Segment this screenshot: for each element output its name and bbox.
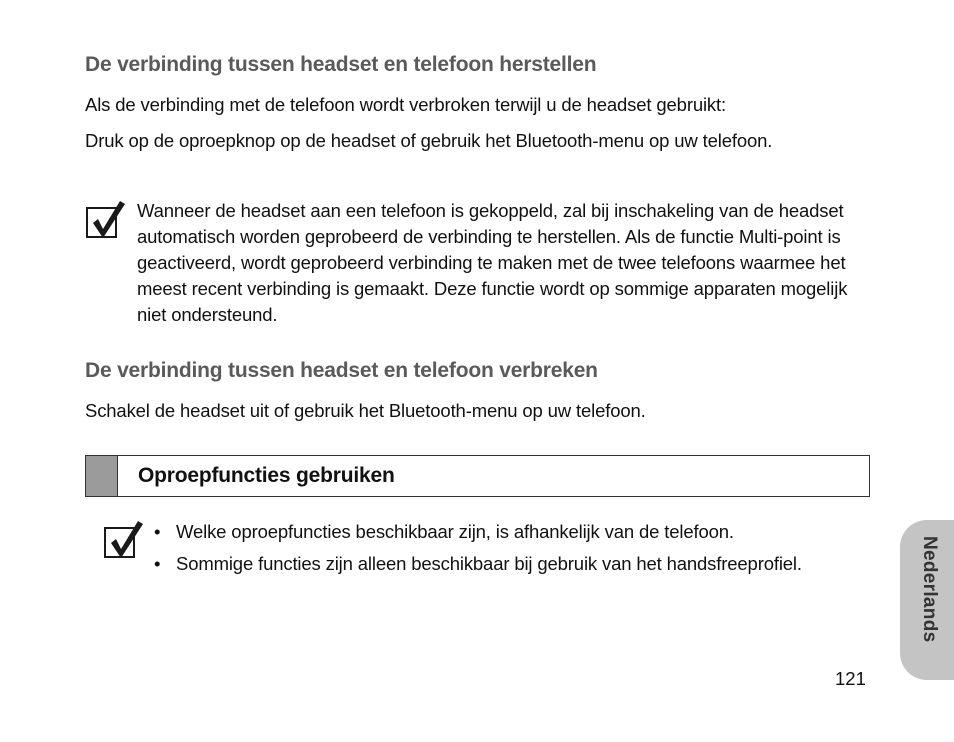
section-bar-accent <box>86 456 118 496</box>
list-item <box>152 519 852 545</box>
bullet: • <box>154 521 161 542</box>
section-title-bar <box>85 455 870 497</box>
note-check-icon <box>86 207 117 238</box>
call-function-notes <box>152 519 852 583</box>
section-title: Oproepfuncties gebruiken <box>138 464 395 487</box>
language-tab <box>900 520 954 680</box>
reconnect-intro: Als de verbinding met de telefoon wordt verbroken terwijl u de headset gebruikt: <box>85 94 727 115</box>
page-number: 121 <box>835 668 866 689</box>
language-tab-label: Nederlands <box>919 536 940 643</box>
note-text: Welke oproepfuncties beschikbaar zijn, is afhankelijk van de telefoon. <box>176 521 734 542</box>
notes-check-icon <box>104 527 135 558</box>
reconnect-note: Wanneer de headset aan een telefoon is gekoppeld, zal bij inschakeling van de headset automatisch worden geprobeerd de verbinding te herstellen. Als de functie Multi-point is geactiveerd, wordt geprobeerd verbinding te maken met de twee telefoons waarmee het meest recent verbinding is gemaakt. Deze functie wordt op sommige apparaten mogelijk niet ondersteund. <box>137 200 848 325</box>
heading-reconnect: De verbinding tussen headset en telefoon herstellen <box>85 53 597 76</box>
note-text: Sommige functies zijn alleen beschikbaar bij gebruik van het handsfreeprofiel. <box>176 553 802 574</box>
bullet: • <box>154 553 161 574</box>
list-item <box>152 551 852 577</box>
heading-disconnect: De verbinding tussen headset en telefoon verbreken <box>85 359 598 382</box>
disconnect-instruction: Schakel de headset uit of gebruik het Bluetooth-menu op uw telefoon. <box>85 400 646 421</box>
reconnect-instruction: Druk op de oproepknop op de headset of gebruik het Bluetooth-menu op uw telefoon. <box>85 130 773 151</box>
